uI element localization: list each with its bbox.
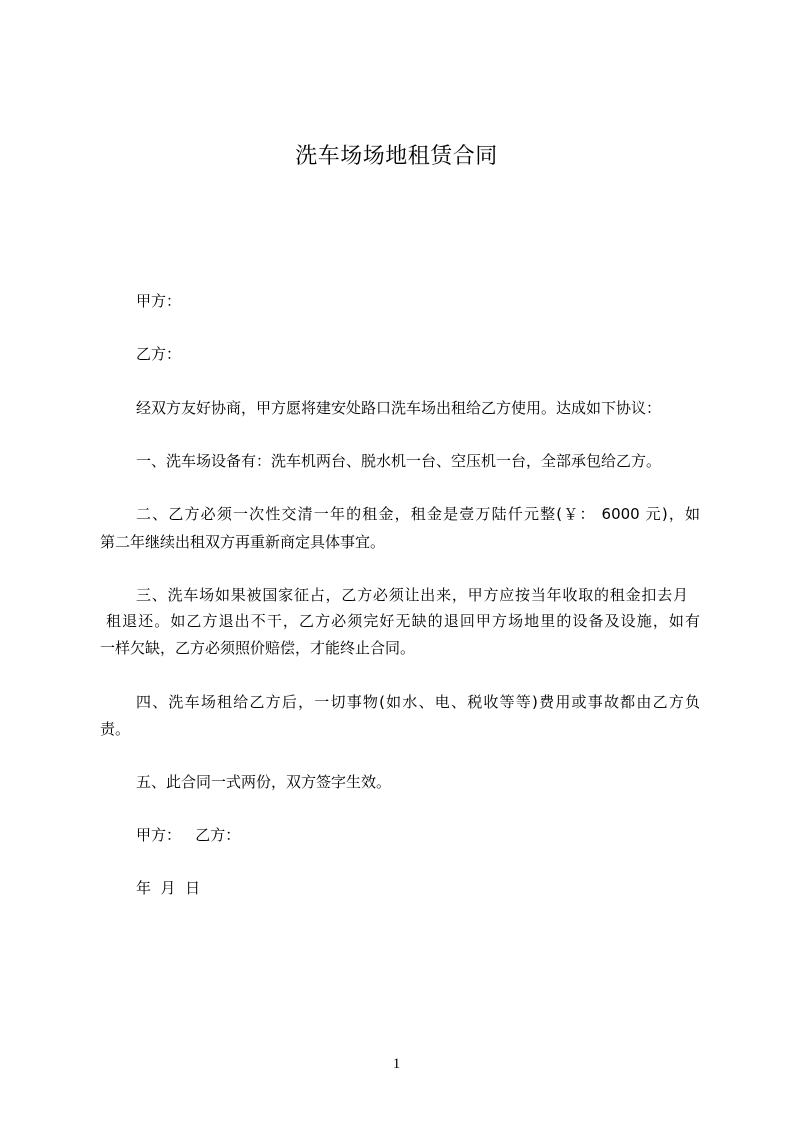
clause-2-line-1: 二、乙方必须一次性交清一年的租金，租金是壹万陆仟元整(￥： 6000 元)，如	[136, 505, 700, 523]
clause-2-line-2: 第二年继续出租双方再重新商定具体事宜。	[100, 533, 386, 551]
clause-4-line-2: 责。	[100, 720, 131, 738]
clause-3-line-2: 租退还。如乙方退出不干，乙方必须完好无缺的退回甲方场地里的设备及设施，如有	[106, 612, 700, 630]
clause-4-line-1: 四、洗车场租给乙方后，一切事物(如水、电、税收等等)费用或事故都由乙方负	[136, 693, 700, 711]
party-a-label: 甲方：	[136, 292, 182, 310]
clause-3-line-3: 一样欠缺，乙方必须照价赔偿，才能终止合同。	[100, 639, 416, 657]
date-line: 年 月 日	[136, 879, 201, 897]
signature-line: 甲方： 乙方：	[136, 826, 241, 844]
clause-3-line-1: 三、洗车场如果被国家征占，乙方必须让出来，甲方应按当年收取的租金扣去月	[136, 586, 688, 604]
clause-5: 五、此合同一式两份，双方签字生效。	[136, 773, 392, 791]
clause-1: 一、洗车场设备有：洗车机两台、脱水机一台、空压机一台，全部承包给乙方。	[136, 452, 662, 470]
document-title: 洗车场场地租赁合同	[295, 144, 498, 169]
party-b-label: 乙方：	[136, 345, 182, 363]
intro-paragraph: 经双方友好协商，甲方愿将建安处路口洗车场出租给乙方使用。达成如下协议：	[136, 399, 662, 417]
page-number: 1	[392, 1056, 401, 1072]
